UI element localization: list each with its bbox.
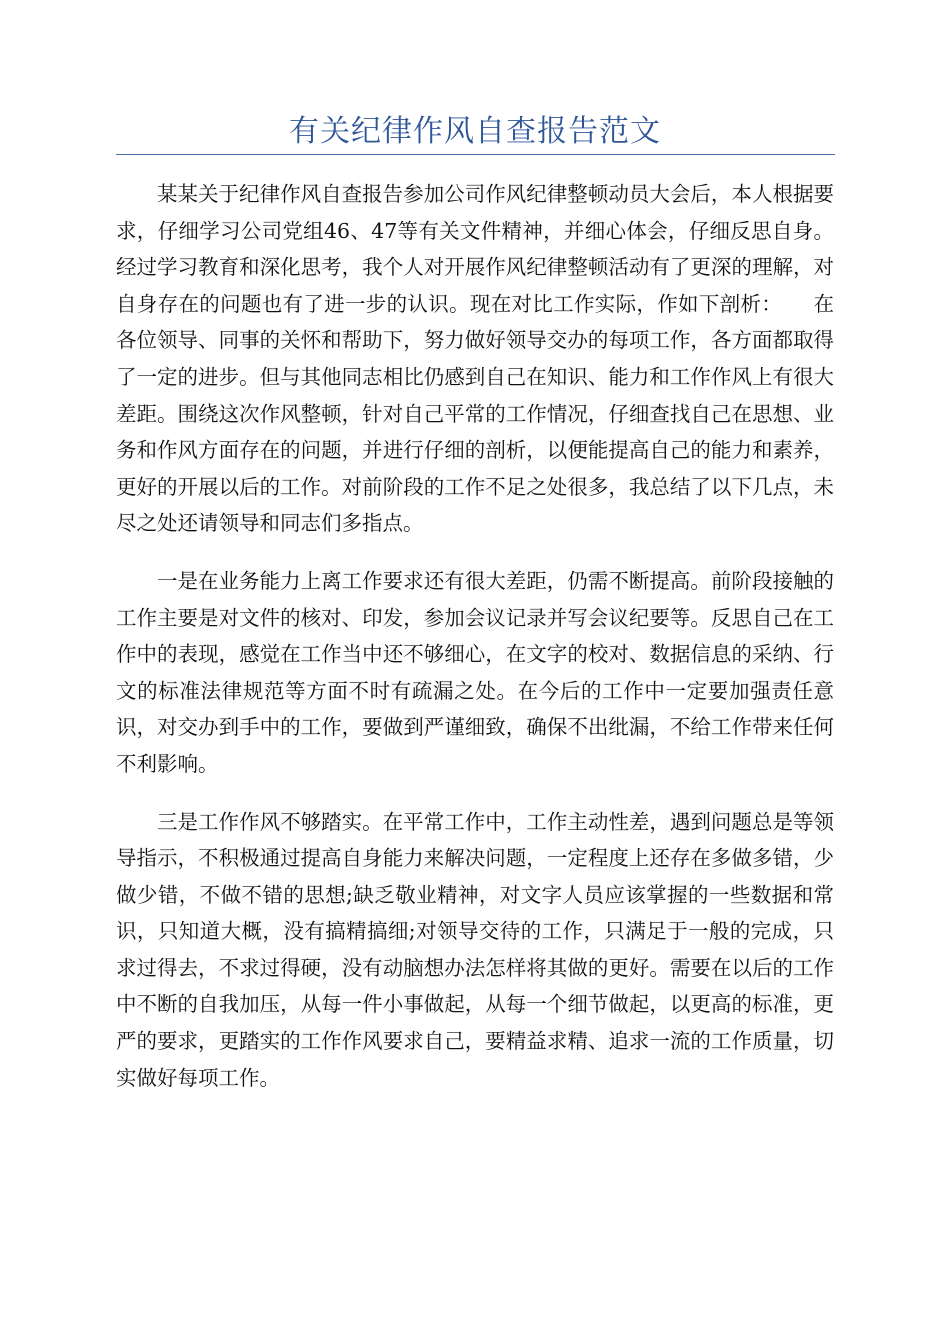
paragraph-point-three: 三是工作作风不够踏实。在平常工作中，工作主动性差，遇到问题总是等领导指示，不积极通过提高自身能力来解决问题，一定程度上还存在多做多错，少做少错，不做不错的思想;缺乏敬业精神，对文字人员应该掌握的一些数据和常识，只知道大概，没有搞精搞细;对领导交待的工作，只满足于一般的完成，只求过得去，不求过得硬，没有动脑想办法怎样将其做的更好。需要在以后的工作中不断的自我加压，从每一件小事做起，从每一个细节做起，以更高的标准，更严的要求，更踏实的工作作风要求自己，要精益求精、追求一流的工作质量，切实做好每项工作。 (116, 809, 834, 1090)
paragraph-point-one: 一是在业务能力上离工作要求还有很大差距，仍需不断提高。前阶段接触的工作主要是对文件的核对、印发，参加会议记录并写会议纪要等。反思自己在工作中的表现，感觉在工作当中还不够细心，在文字的校对、数据信息的采纳、行文的标准法律规范等方面不时有疏漏之处。在今后的工作中一定要加强责任意识，对交办到手中的工作，要做到严谨细致，确保不出纰漏，不给工作带来任何不利影响。 (116, 568, 834, 776)
paragraph-intro: 某某关于纪律作风自查报告参加公司作风纪律整顿动员大会后，本人根据要求，仔细学习公司党组46、47等有关文件精神，并细心体会，仔细反思自身。经过学习教育和深化思考，我个人对开展作风纪律整顿活动有了更深的理解，对自身存在的问题也有了进一步的认识。现在对比工作实际，作如下剖析： 在各位领导、同事的关怀和帮助下，努力做好领导交办的每项工作，各方面都取得了一定的进步。但与其他同志相比仍感到自己在知识、能力和工作作风上有很大差距。围绕这次作风整顿，针对自己平常的工作情况，仔细查找自己在思想、业务和作风方面存在的问题，并进行仔细的剖析，以便能提高自己的能力和素养，更好的开展以后的工作。对前阶段的工作不足之处很多，我总结了以下几点，未尽之处还请领导和同志们多指点。 (116, 182, 834, 536)
document-title: 有关纪律作风自查报告范文 (289, 114, 661, 149)
title-underline (116, 154, 835, 155)
document-body (116, 176, 834, 1117)
